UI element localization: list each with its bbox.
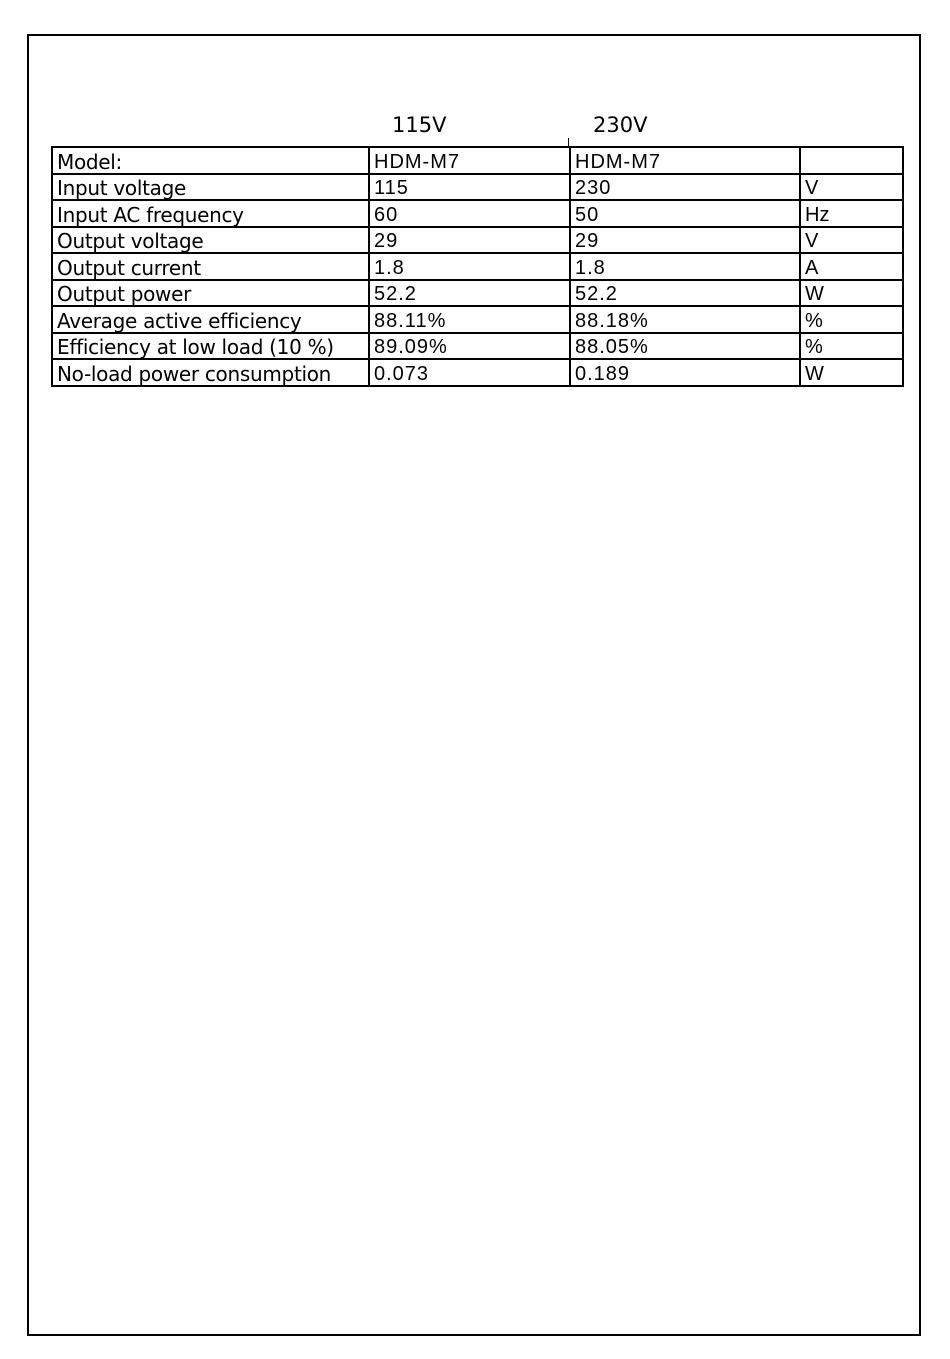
- value-230v: 52.2: [570, 280, 800, 307]
- value-230v: 88.18%: [570, 306, 800, 333]
- row-label: Output power: [52, 280, 369, 307]
- value-115v: 115: [369, 174, 570, 201]
- unit: W: [800, 359, 903, 386]
- row-label: Input AC frequency: [52, 200, 369, 227]
- column-header-115v: 115V: [392, 113, 447, 137]
- unit: Hz: [800, 200, 903, 227]
- unit: A: [800, 253, 903, 280]
- value-115v: 88.11%: [369, 306, 570, 333]
- unit: [800, 147, 903, 174]
- row-label: Efficiency at low load (10 %): [52, 333, 369, 360]
- table-row: [52, 200, 903, 227]
- unit: %: [800, 306, 903, 333]
- unit: W: [800, 280, 903, 307]
- value-230v: 0.189: [570, 359, 800, 386]
- table-row: [52, 359, 903, 386]
- value-230v: 1.8: [570, 253, 800, 280]
- value-230v: 50: [570, 200, 800, 227]
- spec-table: [51, 146, 904, 387]
- value-115v: 0.073: [369, 359, 570, 386]
- value-230v: 29: [570, 227, 800, 254]
- value-115v: 52.2: [369, 280, 570, 307]
- value-230v: HDM-M7: [570, 147, 800, 174]
- value-115v: 1.8: [369, 253, 570, 280]
- value-115v: HDM-M7: [369, 147, 570, 174]
- unit: V: [800, 174, 903, 201]
- table-row: [52, 147, 903, 174]
- value-230v: 88.05%: [570, 333, 800, 360]
- row-label: Output voltage: [52, 227, 369, 254]
- row-label: Input voltage: [52, 174, 369, 201]
- value-230v: 230: [570, 174, 800, 201]
- row-label: No-load power consumption: [52, 359, 369, 386]
- row-label: Model:: [52, 147, 369, 174]
- table-row: [52, 333, 903, 360]
- unit: %: [800, 333, 903, 360]
- table-row: [52, 253, 903, 280]
- value-115v: 89.09%: [369, 333, 570, 360]
- table-row: [52, 174, 903, 201]
- row-label: Output current: [52, 253, 369, 280]
- row-label: Average active efficiency: [52, 306, 369, 333]
- table-row: [52, 280, 903, 307]
- value-115v: 29: [369, 227, 570, 254]
- column-header-230v: 230V: [593, 113, 648, 137]
- unit: V: [800, 227, 903, 254]
- value-115v: 60: [369, 200, 570, 227]
- table-row: [52, 227, 903, 254]
- table-row: [52, 306, 903, 333]
